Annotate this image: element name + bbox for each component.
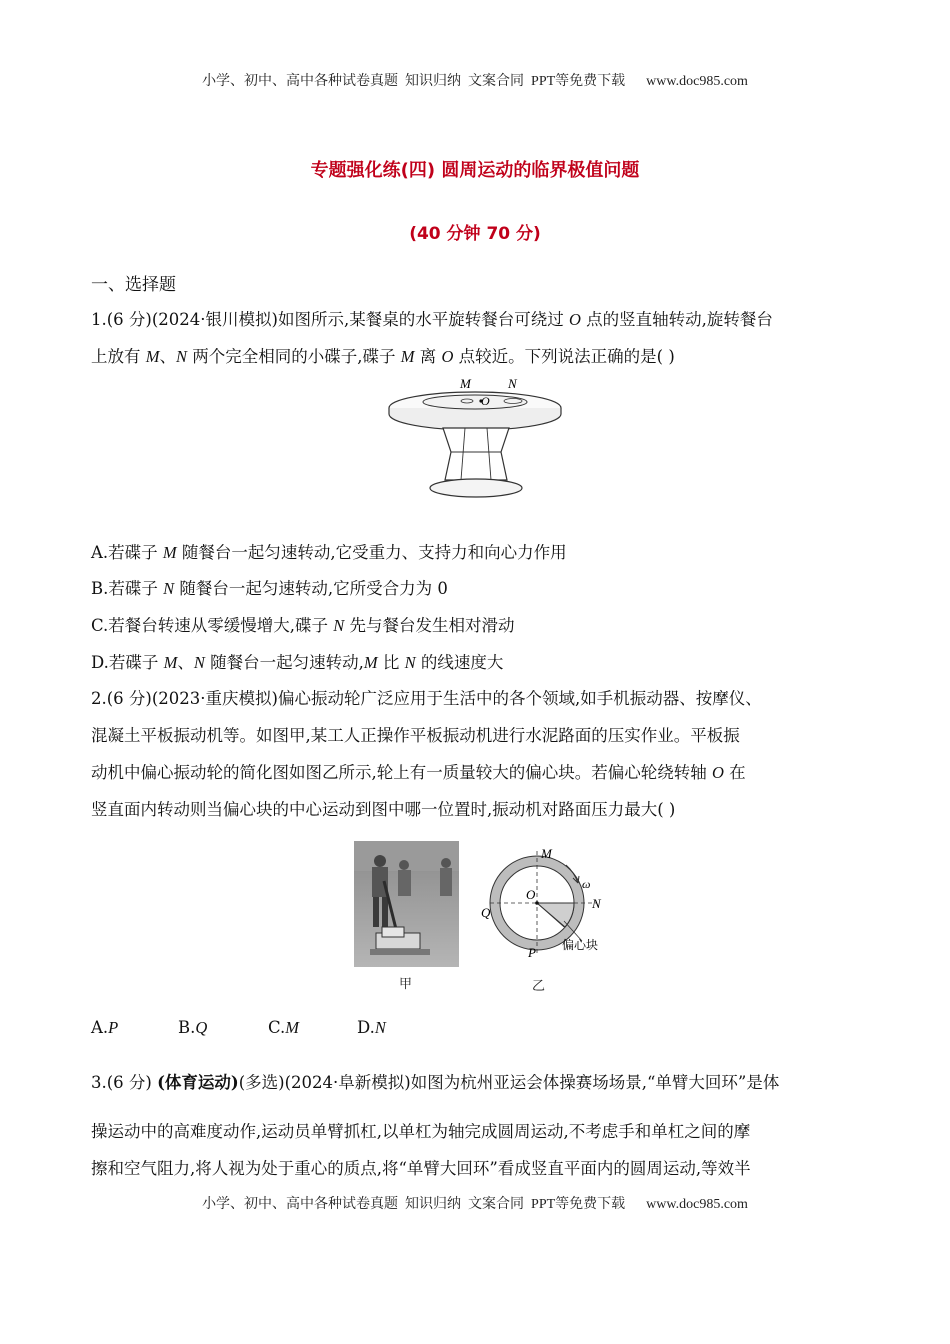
q2-caption-right: 乙: [532, 979, 546, 994]
q2-line-3: 动机中偏心振动轮的简化图如图乙所示,轮上有一质量较大的偏心块。若偏心轮绕转轴 O 在: [91, 763, 746, 782]
q3-line-3: 擦和空气阻力,将人视为处于重心的质点,将“单臂大回环”看成竖直平面内的圆周运动,等效半: [91, 1159, 751, 1178]
section-heading: 一、选择题: [91, 275, 176, 295]
q3-topic-tag: (体育运动): [157, 1073, 239, 1092]
q1-table-figure: [385, 372, 565, 504]
q2-fig-label-n: N: [592, 896, 601, 911]
q1-fig-label-n: N: [508, 376, 517, 391]
q1-line-2: 上放有 M、N 两个完全相同的小碟子,碟子 M 离 O 点较近。下列说法正确的是( ): [91, 347, 675, 366]
q2-line-4: 竖直面内转动则当偏心块的中心运动到图中哪一位置时,振动机对路面压力最大( ): [91, 800, 676, 819]
page-header: 小学、初中、高中各种试卷真题 知识归纳 文案合同 PPT等免费下载 www.doc985.com: [202, 74, 748, 89]
q2-fig-label-m: M: [541, 846, 552, 861]
q2-fig-label-p: P: [528, 945, 536, 960]
q2-fig-label-omega: ω: [582, 877, 591, 891]
q2-eccentric-wheel-diagram: [478, 843, 613, 961]
q1-option-c[interactable]: C.若餐台转速从零缓慢增大,碟子 N 先与餐台发生相对滑动: [91, 616, 515, 635]
q1-option-a[interactable]: A.若碟子 M 随餐台一起匀速转动,它受重力、支持力和向心力作用: [91, 543, 567, 562]
q2-worker-photo: [354, 841, 459, 967]
q1-fig-label-o: O: [481, 394, 490, 408]
q2-line-2: 混凝土平板振动机等。如图甲,某工人正操作平板振动机进行水泥路面的压实作业。平板振: [91, 726, 740, 745]
q1-fig-label-m: M: [460, 376, 471, 391]
page-title: 专题强化练(四) 圆周运动的临界极值问题: [310, 160, 640, 181]
q2-fig-label-o: O: [526, 887, 536, 902]
q1-line-1: 1.(6 分)(2024·银川模拟)如图所示,某餐桌的水平旋转餐台可绕过 O 点的竖直轴转动,旋转餐台: [91, 310, 773, 329]
q1-option-d[interactable]: D.若碟子 M、N 随餐台一起匀速转动,M 比 N 的线速度大: [91, 653, 504, 672]
q2-option-a[interactable]: A.P: [91, 1018, 119, 1037]
q3-line-1: 3.(6 分) (体育运动)(多选)(2024·阜新模拟)如图为杭州亚运会体操赛场场景,“单臂大回环”是体: [91, 1073, 780, 1092]
page-footer: 小学、初中、高中各种试卷真题 知识归纳 文案合同 PPT等免费下载 www.doc985.com: [202, 1197, 748, 1212]
page-subtitle: (40 分钟 70 分): [409, 224, 541, 244]
q2-option-c[interactable]: C.M: [268, 1018, 300, 1037]
q2-option-d[interactable]: D.N: [357, 1018, 386, 1037]
q3-line-2: 操运动中的高难度动作,运动员单臂抓杠,以单杠为轴完成圆周运动,不考虑手和单杠之间的摩: [91, 1122, 751, 1141]
q2-fig-label-q: Q: [481, 905, 491, 920]
q1-option-b[interactable]: B.若碟子 N 随餐台一起匀速转动,它所受合力为 0: [91, 579, 448, 598]
q2-line-1: 2.(6 分)(2023·重庆模拟)偏心振动轮广泛应用于生活中的各个领域,如手机振动器、按摩仪、: [91, 689, 762, 708]
q2-caption-left: 甲: [399, 977, 413, 992]
q2-fig-label-block: 偏心块: [562, 938, 599, 952]
q2-option-b[interactable]: B.Q: [178, 1018, 208, 1037]
